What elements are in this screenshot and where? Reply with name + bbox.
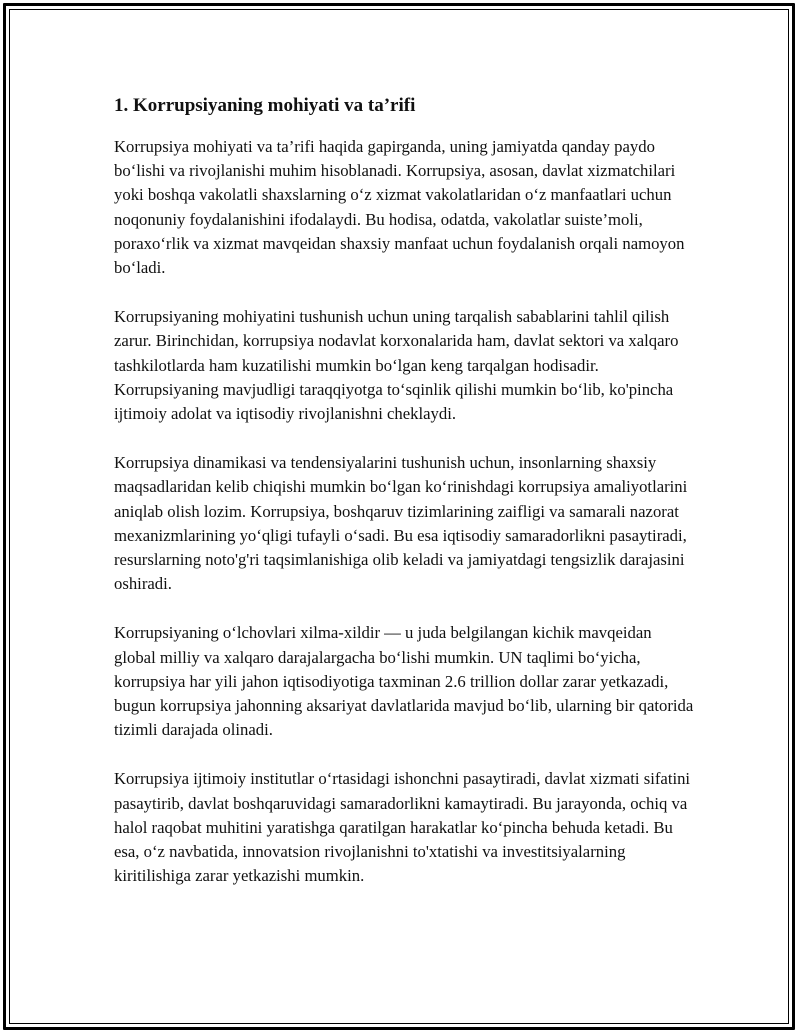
paragraph-2: Korrupsiyaning mohiyatini tushunish uchun uning tarqalish sabablarini tahlil qilish zarur. Birinchidan, korrupsiya nodavlat korxonalarida ham, davlat sektori va xalqaro tashkilotlarda ham kuzatilishi mumkin bo‘lgan keng tarqalgan hodisadir. Korrupsiyaning mavjudligi taraqqiyotga to‘sqinlik qilishi mumkin bo‘lib, ko'pincha ijtimoiy adolat va iqtisodiy rivojlanishni cheklaydi. <box>114 307 679 424</box>
paragraph-1: Korrupsiya mohiyati va ta’rifi haqida gapirganda, uning jamiyatda qanday paydo bo‘lishi va rivojlanishi muhim hisoblanadi. Korrupsiya, asosan, davlat xizmatchilari yoki boshqa vakolatli shaxslarning o‘z xizmat vakolatlaridan o‘z manfaatlari uchun noqonuniy foydalanishini ifodalaydi. Bu hodisa, odatda, vakolatlar suiste’moli, poraxo‘rlik va xizmat mavqeidan shaxsiy manfaat uchun foydalanish orqali namoyon bo‘ladi. <box>114 137 685 278</box>
document-body <box>114 87 694 913</box>
paragraph-3: Korrupsiya dinamikasi va tendensiyalarini tushunish uchun, insonlarning shaxsiy maqsadlaridan kelib chiqishi mumkin bo‘lgan ko‘rinishdagi korrupsiya amaliyotlarini aniqlab olish lozim. Korrupsiya, boshqaruv tizimlarining zaifligi va samarali nazorat mexanizmlarining yo‘qligi tufayli o‘sadi. Bu esa iqtisodiy samaradorlikni pasaytiradi, resurslarning noto'g'ri taqsimlanishiga olib keladi va jamiyatdagi tengsizlik darajasini oshiradi. <box>114 453 688 594</box>
paragraph-5: Korrupsiya ijtimoiy institutlar o‘rtasidagi ishonchni pasaytiradi, davlat xizmati sifatini pasaytirib, davlat boshqaruvidagi samaradorlikni kamaytiradi. Bu jarayonda, ochiq va halol raqobat muhitini yaratishga qaratilgan harakatlar ko‘pincha behuda ketadi. Bu esa, o‘z navbatida, innovatsion rivojlanishni to'xtatishi va investitsiyalarning kiritilishiga zarar yetkazishi mumkin. <box>114 769 691 886</box>
section-heading: 1. Korrupsiyaning mohiyati va ta’rifi <box>114 95 416 116</box>
paragraph-4: Korrupsiyaning o‘lchovlari xilma-xildir — u juda belgilangan kichik mavqeidan global milliy va xalqaro darajalargacha bo‘lishi mumkin. UN taqlimi bo‘yicha, korrupsiya har yili jahon iqtisodiyotiga taxminan 2.6 trillion dollar zarar yetkazadi, bugun korrupsiya jahonning aksariyat davlatlarida mavjud bo‘lib, ularning bir qatorida tizimli darajada olinadi. <box>114 623 694 740</box>
